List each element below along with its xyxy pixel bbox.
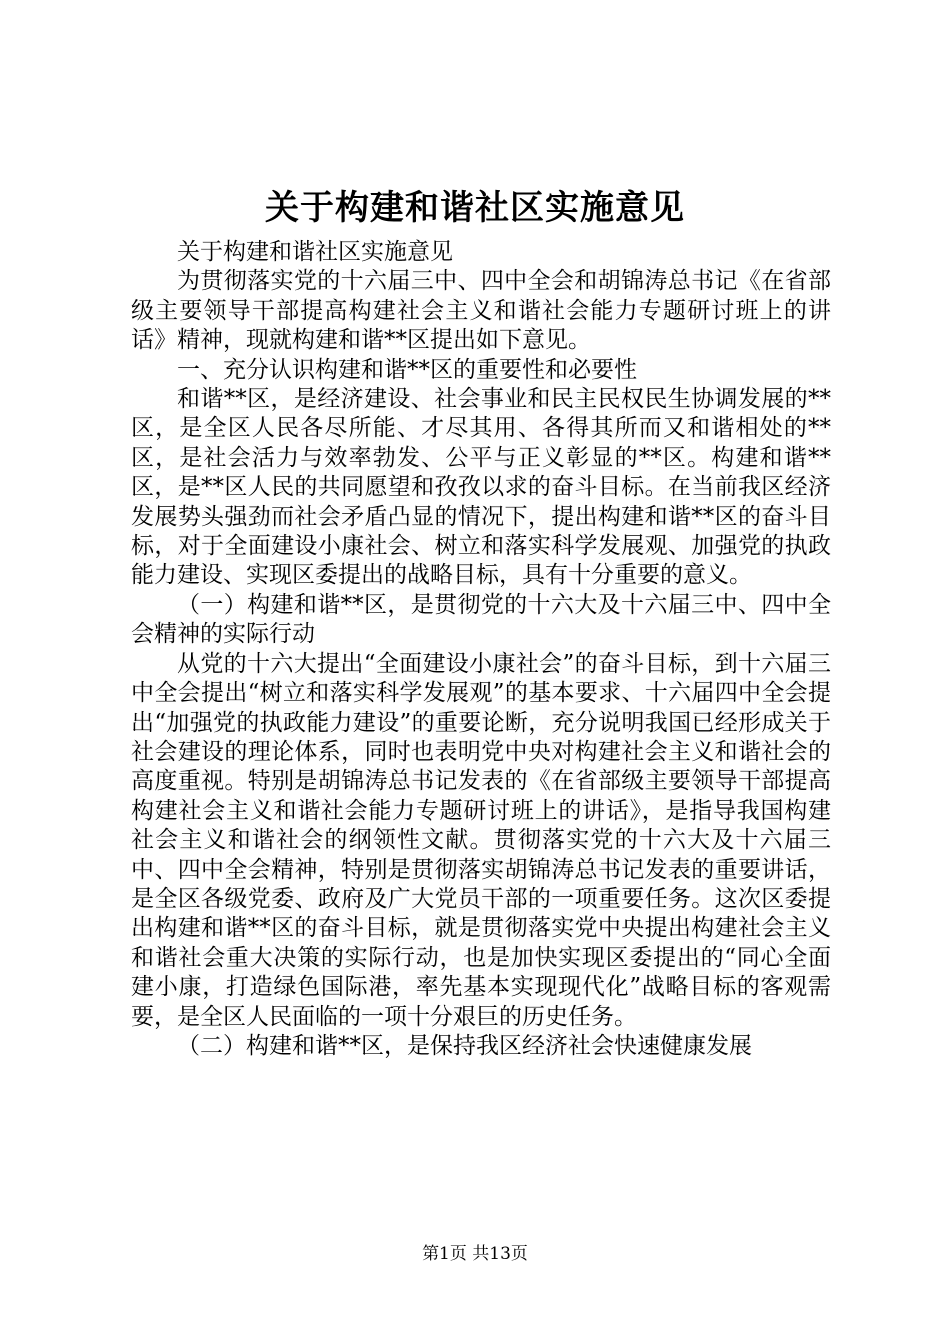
subsection-heading-1: （一）构建和谐**区，是贯彻党的十六大及十六届三中、四中全会精神的实际行动: [131, 591, 831, 648]
body-paragraph-intro: 为贯彻落实党的十六届三中、四中全会和胡锦涛总书记《在省部级主要领导干部提高构建社会主义和谐社会能力专题研讨班上的讲话》精神，现就构建和谐**区提出如下意见。: [131, 268, 831, 354]
page-number: 第1页 共13页: [422, 1244, 528, 1264]
subsection-heading-2: （二）构建和谐**区，是保持我区经济社会快速健康发展: [177, 1032, 752, 1059]
section-heading-1: 一、充分认识构建和谐**区的重要性和必要性: [177, 356, 637, 383]
document-title: 关于构建和谐社区实施意见: [265, 188, 685, 228]
document-body: [131, 238, 831, 1061]
body-paragraph-harmony: 和谐**区，是经济建设、社会事业和民主民权民生协调发展的**区，是全区人民各尽所能、才尽其用、各得其所而又和谐相处的**区，是社会活力与效率勃发、公平与正义彰显的**区。构建和谐**区，是**区人民的共同愿望和孜孜以求的奋斗目标。在当前我区经济发展势头强劲而社会矛盾凸显的情况下，提出构建和谐**区的奋斗目标，对于全面建设小康社会、树立和落实科学发展观、加强党的执政能力建设、实现区委提出的战略目标，具有十分重要的意义。: [131, 386, 831, 589]
body-paragraph-party-congress: 从党的十六大提出“全面建设小康社会”的奋斗目标，到十六届三中全会提出“树立和落实科学发展观”的基本要求、十六届四中全会提出“加强党的执政能力建设”的重要论断，充分说明我国已经形成关于社会建设的理论体系，同时也表明党中央对构建社会主义和谐社会的高度重视。特别是胡锦涛总书记发表的《在省部级主要领导干部提高构建社会主义和谐社会能力专题研讨班上的讲话》，是指导我国构建社会主义和谐社会的纲领性文献。贯彻落实党的十六大及十六届三中、四中全会精神，特别是贯彻落实胡锦涛总书记发表的重要讲话，是全区各级党委、政府及广大党员干部的一项重要任务。这次区委提出构建和谐**区的奋斗目标，就是贯彻落实党中央提出构建社会主义和谐社会重大决策的实际行动，也是加快实现区委提出的“同心全面建小康，打造绿色国际港，率先基本实现现代化”战略目标的客观需要，是全区人民面临的一项十分艰巨的历史任务。: [131, 650, 831, 1030]
body-paragraph-heading-repeat: 关于构建和谐社区实施意见: [177, 239, 453, 265]
